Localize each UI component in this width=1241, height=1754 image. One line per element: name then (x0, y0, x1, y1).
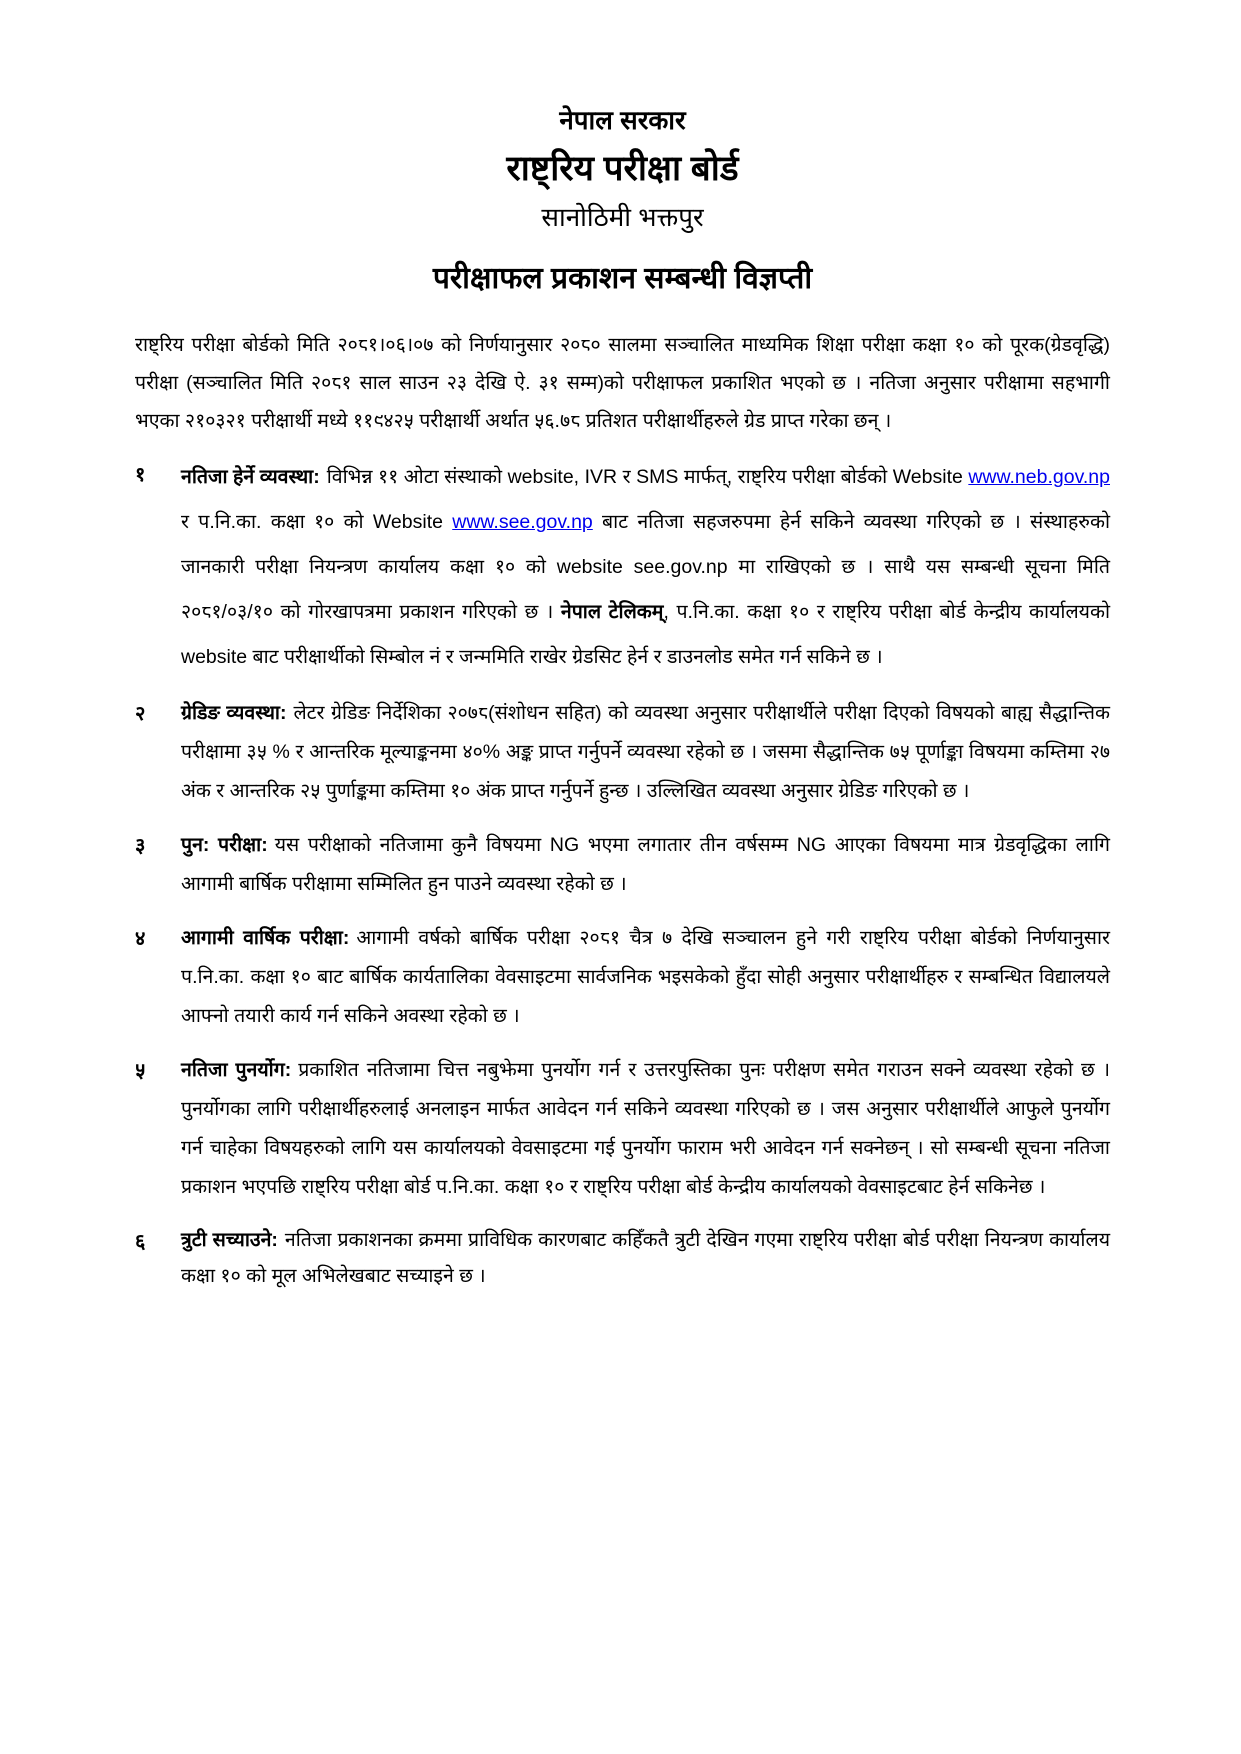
item-body (181, 455, 1110, 679)
item-number: २ (135, 703, 146, 726)
item-label: त्रुटी सच्याउने: (181, 1229, 278, 1252)
item-text: आगामी वर्षको बार्षिक परीक्षा २०८१ चैत्र ७ देखि सञ्चालन हुने गरी राष्ट्रिय परीक्षा बोर्डको निर्णयानुसार प.नि.का. कक्षा १० बाट बार्षिक कार्यतालिका वेवसाइटमा सार्वजनिक भइसकेको हुँदा सोही अनुसार परीक्षार्थीहरु र सम्बन्धित विद्यालयले आफ्नो तयारी कार्य गर्न सकिने अवस्था रहेको छ । (181, 927, 1110, 1028)
item-body (181, 1222, 1110, 1294)
notice-item-4 (135, 919, 1110, 1036)
item-number: ३ (135, 835, 146, 858)
item-text: प्रकाशित नतिजामा चित्त नबुझेमा पुनर्योग गर्न र उत्तरपुस्तिका पुनः परीक्षण समेत गराउन सक्ने व्यवस्था रहेको छ । पुनर्योगका लागि परीक्षार्थीहरुलाई अनलाइन मार्फत आवेदन गर्न सकिने व्यवस्था गरिएको छ । जस अनुसार परीक्षार्थीले आफुले पुनर्योग गर्न चाहेका विषयहरुको लागि यस कार्यालयको वेवसाइटमा गई पुनर्योग फाराम भरी आवेदन गर्न सक्नेछन् । सो सम्बन्धी सूचना नतिजा प्रकाशन भएपछि राष्ट्रिय परीक्षा बोर्ड प.नि.का. कक्षा १० र राष्ट्रिय परीक्षा बोर्ड केन्द्रीय कार्यालयको वेवसाइटबाट हेर्न सकिनेछ । (181, 1059, 1110, 1199)
item-label: नतिजा हेर्ने व्यवस्था: (181, 466, 320, 489)
item-text: यस परीक्षाको नतिजामा कुनै विषयमा NG भएमा लगातार तीन वर्षसम्म NG आएका विषयमा मात्र ग्रेडवृद्धिका लागि आगामी बार्षिक परीक्षामा सम्मिलित हुन पाउने व्यवस्था रहेको छ । (181, 834, 1110, 896)
neb-website-link[interactable]: www.neb.gov.np (968, 466, 1110, 489)
nepal-telecom-bold-text: नेपाल टेलिकम् (560, 600, 664, 623)
item-text: , प.नि.का. कक्षा १० र राष्ट्रिय परीक्षा बोर्ड केन्द्रीय कार्यालयको website बाट परीक्षार्थीको सिम्बोल नं र जन्ममिति राखेर ग्रेडसिट हेर्न र डाउनलोड समेत गर्न सकिने छ । (181, 600, 1111, 668)
item-text: नतिजा प्रकाशनका क्रममा प्राविधिक कारणबाट कहिँकतै त्रुटी देखिन गएमा राष्ट्रिय परीक्षा बोर्ड परीक्षा नियन्त्रण कार्यालय कक्षा १० को मूल अभिलेखबाट सच्याइने छ । (181, 1229, 1111, 1288)
government-title: नेपाल सरकार (559, 105, 686, 135)
item-number: ५ (135, 1060, 146, 1083)
board-title: राष्ट्रिय परीक्षा बोर्ड (506, 148, 739, 188)
notice-title: परीक्षाफल प्रकाशन सम्बन्धी विज्ञप्ती (432, 262, 813, 296)
item-text: विभिन्न ११ ओटा संस्थाको website, IVR र SMS मार्फत्, राष्ट्रिय परीक्षा बोर्डको Website (326, 466, 969, 489)
notice-item-3 (135, 826, 1110, 904)
item-body (181, 919, 1110, 1036)
notice-item-5 (135, 1051, 1110, 1207)
intro-paragraph: राष्ट्रिय परीक्षा बोर्डको मिति २०८१।०६।०७ को निर्णयानुसार २०८० सालमा सञ्चालित माध्यमिक शिक्षा परीक्षा कक्षा १० को पूरक(ग्रेडवृद्धि) परीक्षा (सञ्चालित मिति २०८१ साल साउन २३ देखि ऐ. ३१ सम्म)को परीक्षाफल प्रकाशित भएको छ । नतिजा अनुसार परीक्षामा सहभागी भएका २१०३२१ परीक्षार्थी मध्ये ११९४२५ परीक्षार्थी अर्थात ५६.७८ प्रतिशत परीक्षार्थीहरुले ग्रेड प्राप्त गरेका छन् । (135, 334, 1110, 433)
item-body (181, 694, 1110, 811)
notice-item-2 (135, 694, 1110, 811)
item-number: १ (135, 464, 146, 487)
item-number: ६ (135, 1231, 146, 1254)
item-body (181, 826, 1110, 904)
item-label: ग्रेडिङ व्यवस्था: (181, 702, 287, 725)
item-label: नतिजा पुनर्योग: (181, 1059, 292, 1082)
item-text: र प.नि.का. कक्षा १० को Website (181, 510, 453, 533)
item-number: ४ (135, 928, 146, 951)
item-text: बाट नतिजा सहजरुपमा हेर्न सकिने व्यवस्था गरिएको छ । संस्थाहरुको जानकारी परीक्षा नियन्त्रण कार्यालय कक्षा १० को website see.gov.np मा राखिएको छ । साथै यस सम्बन्धी सूचना मिति २०८१/०३/१० को गोरखापत्रमा प्रकाशन गरिएको छ । (181, 510, 1110, 623)
see-website-link[interactable]: www.see.gov.np (452, 510, 593, 533)
item-label: पुन: परीक्षा: (181, 834, 268, 857)
item-label: आगामी वार्षिक परीक्षा: (181, 927, 350, 950)
notice-item-6 (135, 1222, 1110, 1294)
item-text: लेटर ग्रेडिङ निर्देशिका २०७८(संशोधन सहित) को व्यवस्था अनुसार परीक्षार्थीले परीक्षा दिएको विषयको बाह्य सैद्धान्तिक परीक्षामा ३५ % र आन्तरिक मूल्याङ्कनमा ४०% अङ्क प्राप्त गर्नुपर्ने व्यवस्था रहेको छ । जसमा सैद्धान्तिक ७५ पूर्णाङ्का विषयमा कम्तिमा २७ अंक र आन्तरिक २५ पुर्णाङ्कमा कम्तिमा १० अंक प्राप्त गर्नुपर्ने हुन्छ । उल्लिखित व्यवस्था अनुसार ग्रेडिङ गरिएको छ । (181, 702, 1111, 803)
notice-item-1 (135, 455, 1110, 679)
item-body (181, 1051, 1110, 1207)
board-address: सानोठिमी भक्तपुर (541, 202, 704, 233)
